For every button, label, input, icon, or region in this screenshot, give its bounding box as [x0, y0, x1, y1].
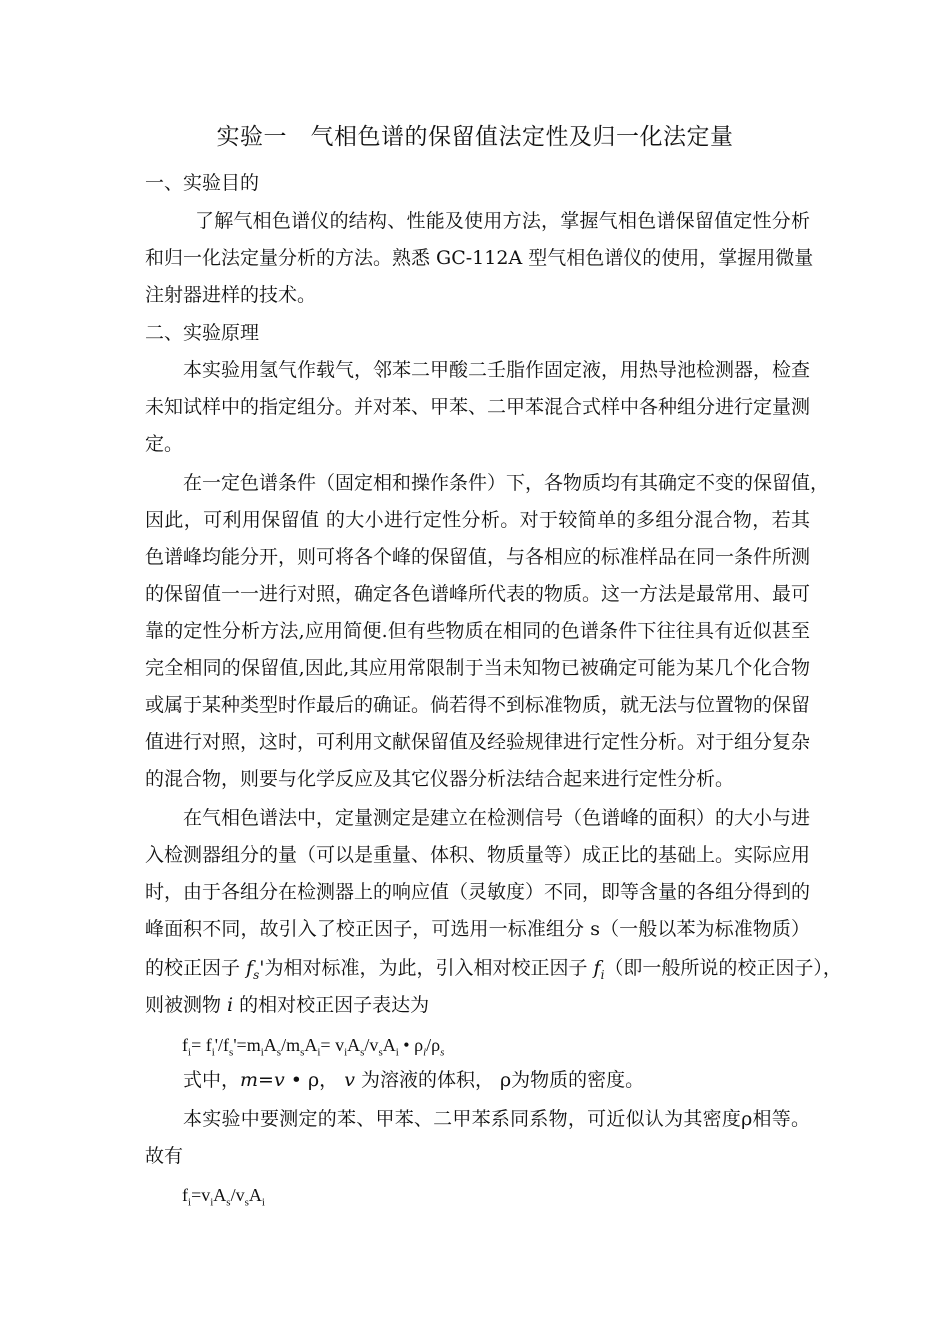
text-run: （即一般所说的校正因子）， — [604, 957, 842, 979]
paragraph-line: 在一定色谱条件（固定相和操作条件）下，各物质均有其确定不变的保留值， — [183, 472, 830, 494]
paragraph-line: 的保留值一一进行对照，确定各色谱峰所代表的物质。这一方法是最常用、最可 — [145, 583, 811, 605]
text-run: '为相对标准，为此，引入相对校正因子 — [259, 957, 594, 979]
paragraph-line: 和归一化法定量分析的方法。熟悉 GC-112A 型气相色谱仪的使用，掌握用微量 — [145, 247, 814, 269]
paragraph-line: 或属于某种类型时作最后的确证。倘若得不到标准物质，就无法与位置物的保留 — [145, 694, 811, 716]
formula-relative-correction-factor: $f_i= f_i'/f_s'=m_iA_s/m_sA_i= v_iA_s/v_sA_i$ • $\rho_i/\rho_s$ — [182, 1035, 445, 1059]
document-title: 实验一 气相色谱的保留值法定性及归一化法定量 — [216, 124, 734, 150]
fi-subscript: i — [600, 967, 605, 982]
text-run: • ρ， — [284, 1069, 345, 1091]
paragraph-line: 注射器进样的技术。 — [145, 284, 317, 306]
text-run: 式中， — [183, 1069, 241, 1091]
fi-symbol: f — [593, 957, 601, 979]
m-equation: m=v — [240, 1069, 285, 1091]
text-run: 的相对校正因子表达为 — [233, 994, 430, 1016]
section-heading-principle: 二、实验原理 — [145, 322, 260, 344]
paragraph-line-where — [183, 1068, 810, 1092]
section-heading-purpose: 一、实验目的 — [145, 172, 260, 194]
v-symbol: v — [344, 1069, 355, 1091]
text-run: 的校正因子 — [145, 957, 247, 979]
text-run: 为溶液的体积， ρ为物质的密度。 — [354, 1069, 645, 1091]
paragraph-line: 了解气相色谱仪的结构、性能及使用方法，掌握气相色谱保留值定性分析 — [195, 210, 810, 232]
paragraph-line: 故有 — [145, 1145, 184, 1167]
paragraph-line: 峰面积不同，故引入了校正因子，可选用一标准组分 s（一般以苯为标准物质） — [145, 918, 810, 940]
paragraph-line: 入检测器组分的量（可以是重量、体积、物质量等）成正比的基础上。实际应用 — [145, 844, 811, 866]
paragraph-line: 色谱峰均能分开，则可将各个峰的保留值，与各相应的标准样品在同一条件所测 — [145, 546, 811, 568]
paragraph-line: 完全相同的保留值,因此,其应用常限制于当未知物已被确定可能为某几个化合物 — [145, 657, 810, 679]
paragraph-line: 时，由于各组分在检测器上的响应值（灵敏度）不同，即等含量的各组分得到的 — [145, 881, 811, 903]
paragraph-line-correction-factor — [145, 956, 842, 987]
paragraph-line-expression-intro — [145, 993, 810, 1017]
paragraph-line: 本实验用氢气作载气，邻苯二甲酸二壬脂作固定液，用热导池检测器，检查 — [183, 359, 811, 381]
paragraph-line: 定。 — [145, 433, 184, 455]
fs-symbol: f — [246, 957, 254, 979]
text-run: 则被测物 — [145, 994, 228, 1016]
paragraph-line: 在气相色谱法中，定量测定是建立在检测信号（色谱峰的面积）的大小与进 — [183, 807, 811, 829]
paragraph-line: 值进行对照，这时，可利用文献保留值及经验规律进行定性分析。对于组分复杂 — [145, 731, 811, 753]
paragraph-line: 靠的定性分析方法,应用简便.但有些物质在相同的色谱条件下往往具有近似甚至 — [145, 620, 810, 642]
paragraph-line: 的混合物，则要与化学反应及其它仪器分析法结合起来进行定性分析。 — [145, 768, 735, 790]
paragraph-line: 因此，可利用保留值 的大小进行定性分析。对于较简单的多组分混合物，若其 — [145, 509, 810, 531]
formula-simplified: $f_i=v_iA_s/v_sA_i$ — [182, 1185, 265, 1209]
paragraph-line: 未知试样中的指定组分。并对苯、甲苯、二甲苯混合式样中各种组分进行定量测 — [145, 396, 811, 418]
paragraph-line: 本实验中要测定的苯、甲苯、二甲苯系同系物，可近似认为其密度ρ相等。 — [183, 1108, 810, 1130]
fs-subscript: s — [253, 967, 260, 982]
i-symbol: i — [227, 994, 234, 1016]
